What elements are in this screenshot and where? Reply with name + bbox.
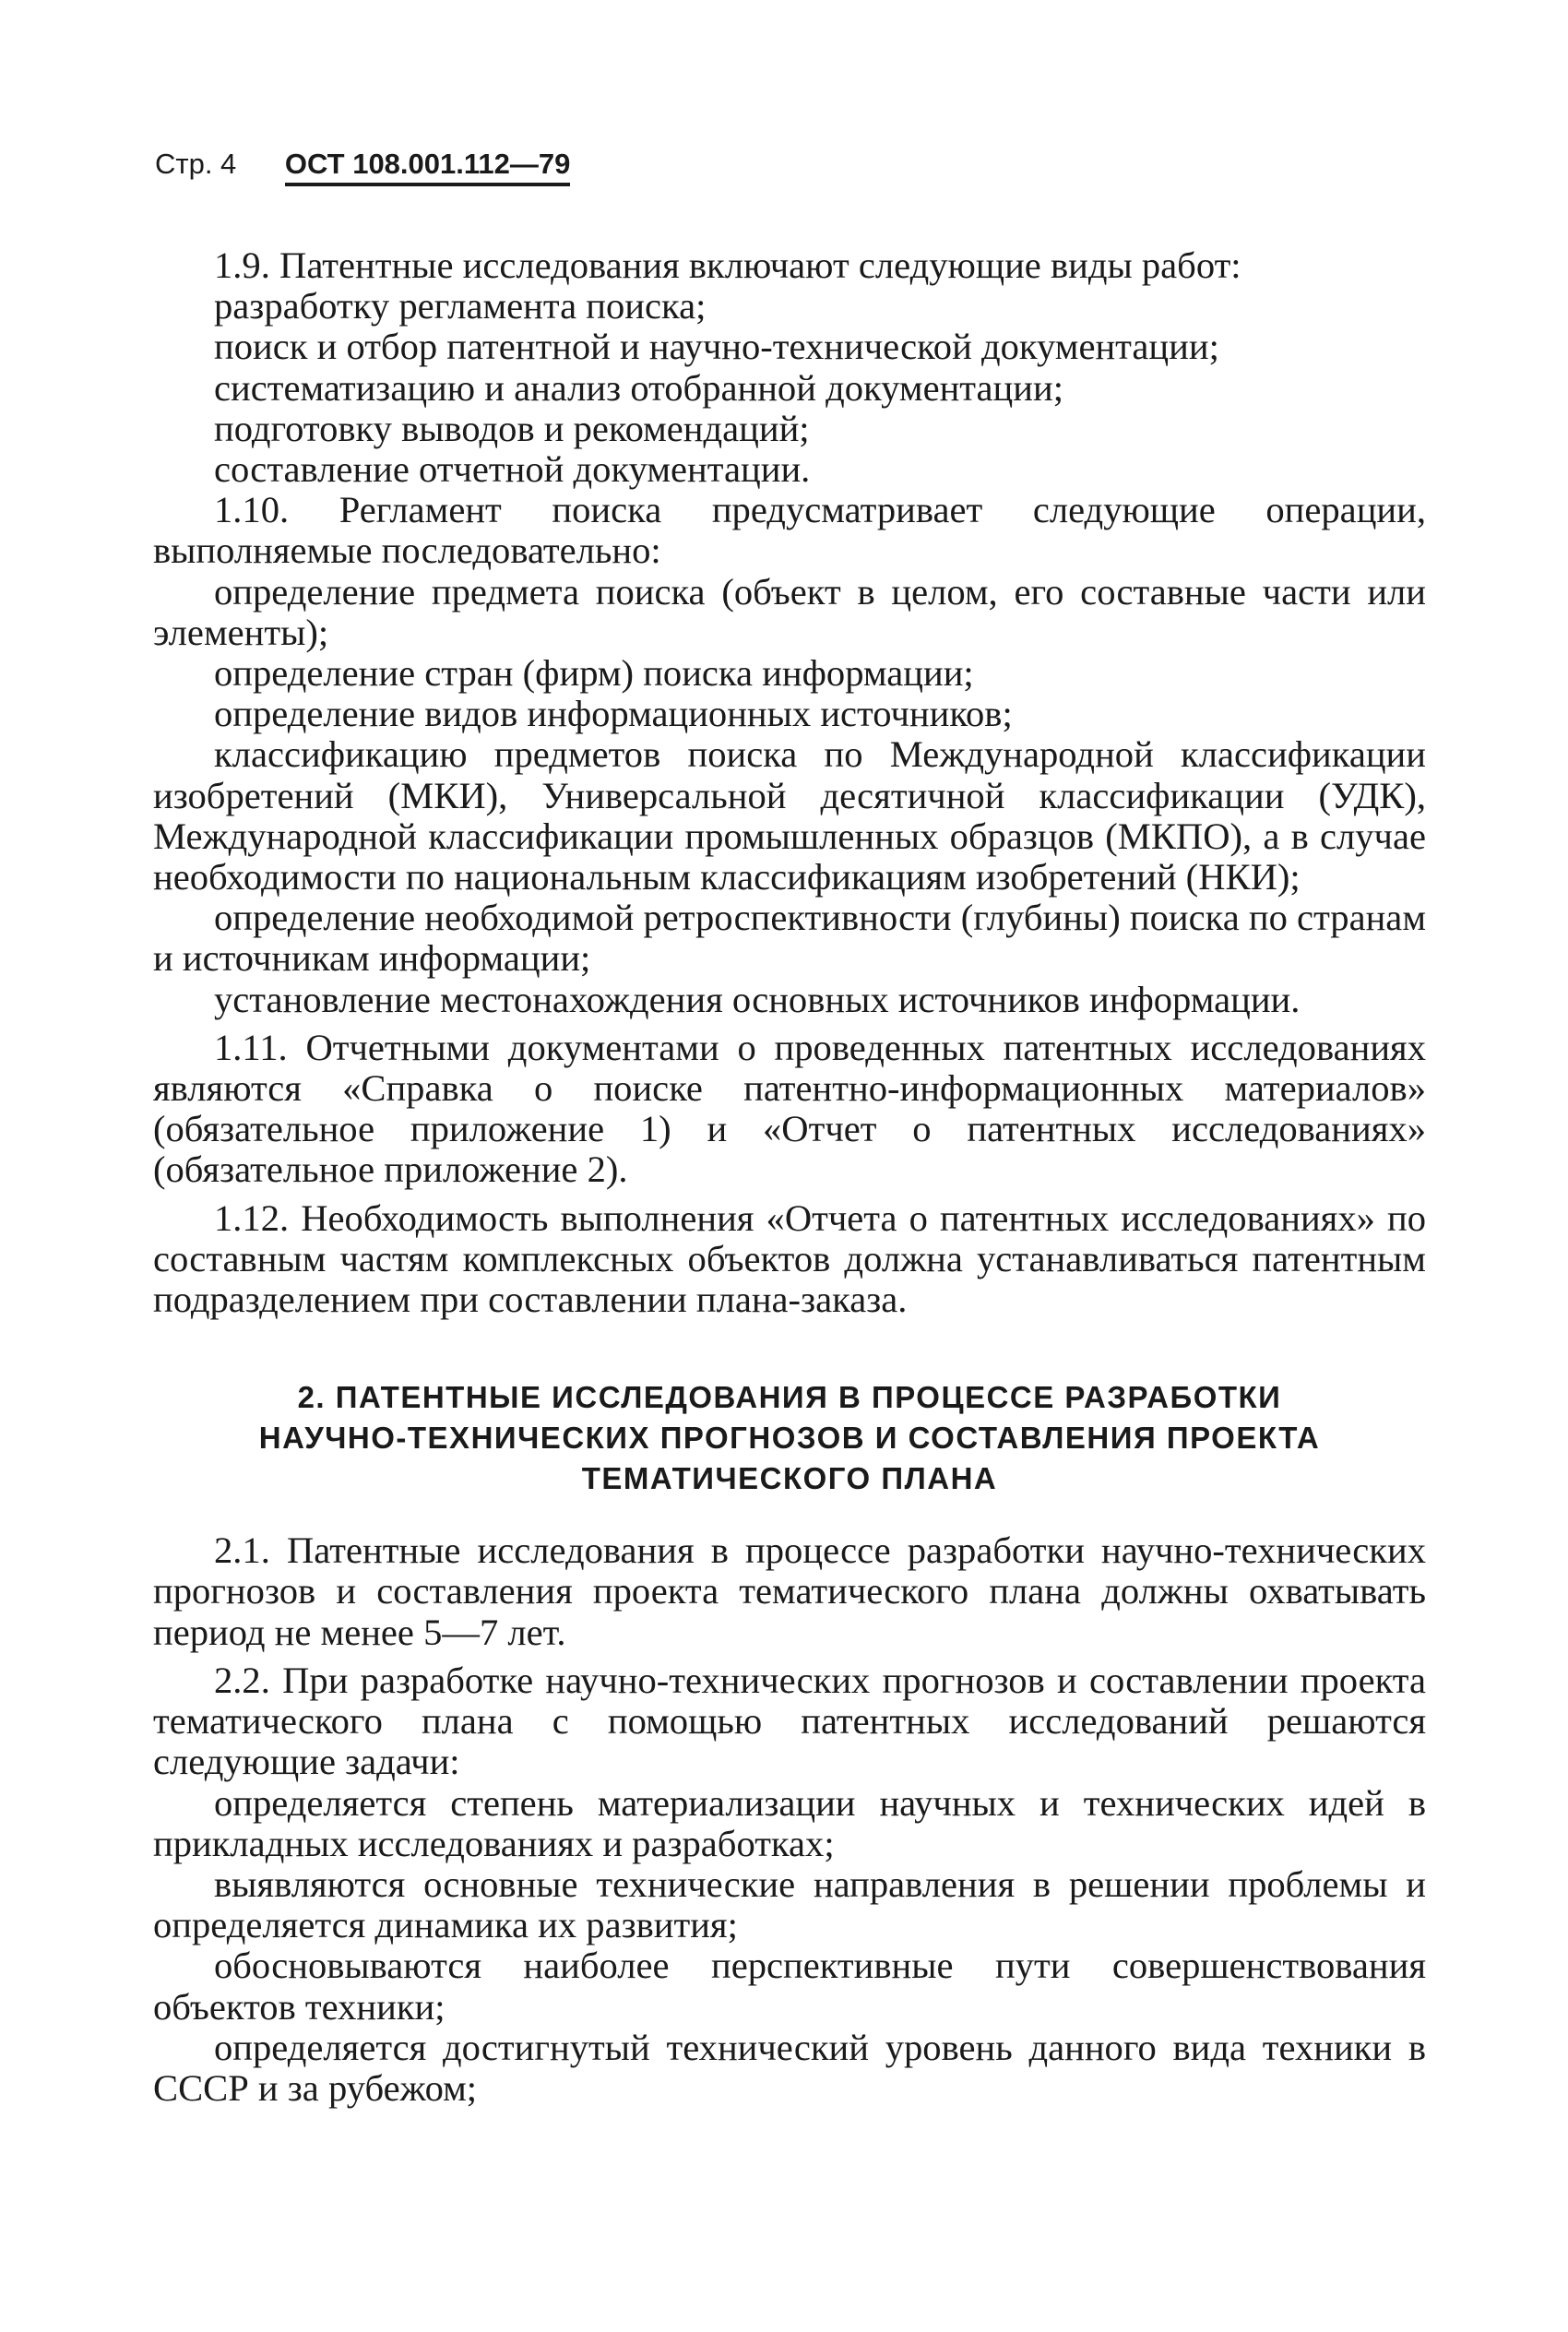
list-item: разработку регламента поиска;	[214, 285, 707, 327]
heading-line: 2. ПАТЕНТНЫЕ ИССЛЕДОВАНИЯ В ПРОЦЕССЕ РАЗРАБОТКИ	[297, 1380, 1282, 1415]
list-item: определение предмета поиска (объект в целом, его составные части или элементы);	[153, 570, 1426, 653]
page-number: Стр. 4	[155, 148, 237, 180]
list-item: составление отчетной документации.	[214, 448, 811, 491]
list-item: определяется степень материализации научных и технических идей в прикладных исследованиях и разработках;	[153, 1781, 1426, 1864]
list-item: установление местонахождения основных источников информации.	[214, 978, 1301, 1020]
page-header	[155, 148, 570, 186]
clause-2-2: 2.2. При разработке научно-технических прогнозов и составлении проекта тематического плана с помощью патентных исследований решаются следующие задачи:	[153, 1659, 1426, 1783]
heading-line: НАУЧНО-ТЕХНИЧЕСКИХ ПРОГНОЗОВ И СОСТАВЛЕНИЯ ПРОЕКТА	[258, 1421, 1321, 1456]
clause-2-1: 2.1. Патентные исследования в процессе разработки научно-технических прогнозов и составления проекта тематического плана должны охватывать период не менее 5—7 лет.	[153, 1529, 1426, 1653]
section-2-heading	[153, 1377, 1426, 1499]
list-item: систематизацию и анализ отобранной документации;	[214, 366, 1063, 409]
list-item: выявляются основные технические направления в решении проблемы и определяется динамика их развития;	[153, 1862, 1426, 1946]
list-item: обосновываются наиболее перспективные пути совершенствования объектов техники;	[153, 1945, 1426, 2028]
list-item: подготовку выводов и рекомендаций;	[214, 407, 810, 449]
list-item: классификацию предметов поиска по Международной классификации изобретений (МКИ), Универсальной десятичной классификации (УДК), Международной классификации промышленных образцов (МКПО), а в случае необходимости по национальным классификациям изобретений (НКИ);	[153, 733, 1426, 898]
list-item: определение необходимой ретроспективности (глубины) поиска по странам и источникам информации;	[153, 897, 1426, 980]
list-item: поиск и отбор патентной и научно-технической документации;	[214, 326, 1219, 368]
document-code: ОСТ 108.001.112—79	[285, 148, 570, 186]
list-item: определение видов информационных источников;	[214, 693, 1013, 735]
clause-1-11: 1.11. Отчетными документами о проведенных патентных исследованиях являются «Справка о поиске патентно-информационных материалов» (обязательное приложение 1) и «Отчет о патентных исследованиях» (обязательное приложение 2).	[153, 1026, 1426, 1191]
document-body	[153, 245, 1426, 2109]
clause-1-12: 1.12. Необходимость выполнения «Отчета о патентных исследованиях» по составным частям комплексных объектов должна устанавливаться патентным подразделением при составлении плана-заказа.	[153, 1196, 1426, 1321]
clause-1-9: 1.9. Патентные исследования включают следующие виды работ:	[214, 244, 1241, 286]
list-item: определение стран (фирм) поиска информации;	[214, 652, 974, 695]
list-item: определяется достигнутый технический уровень данного вида техники в СССР и за рубежом;	[153, 2026, 1426, 2109]
clause-1-10: 1.10. Регламент поиска предусматривает следующие операции, выполняемые последовательно:	[153, 489, 1426, 572]
heading-line: ТЕМАТИЧЕСКОГО ПЛАНА	[581, 1461, 998, 1496]
